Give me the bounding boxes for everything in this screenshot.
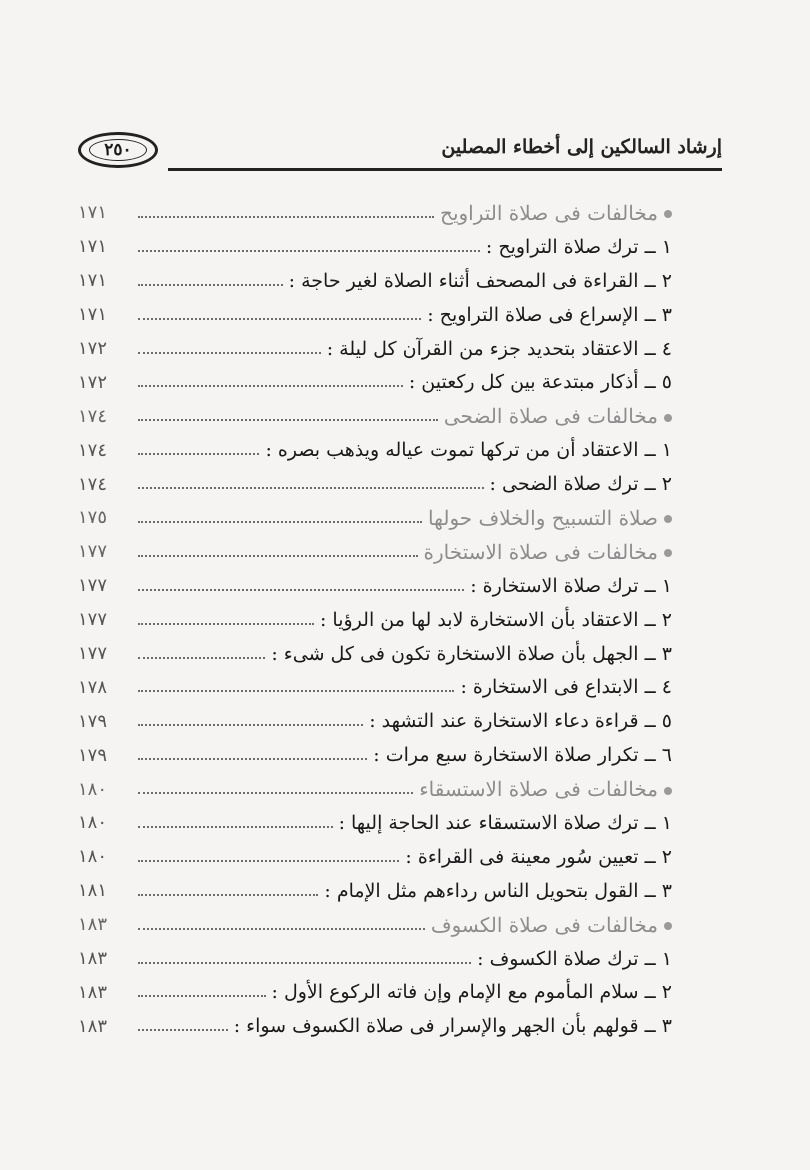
toc-entry-row <box>78 298 672 332</box>
toc-title-text: ١ ــ ترك صلاة الاستسقاء عند الحاجة إليها : <box>338 811 672 834</box>
toc-page-number: ١٨١ <box>78 880 108 902</box>
dot-leader <box>138 690 454 692</box>
toc-entry-row <box>78 569 672 603</box>
bullet-icon <box>664 787 672 795</box>
toc-page-number: ١٧٥ <box>78 507 108 529</box>
toc-section-row <box>78 399 672 433</box>
toc-title-text: ٣ ــ الجهل بأن صلاة الاستخارة تكون فى كل شىء : <box>271 642 672 665</box>
toc-entry-row <box>78 264 672 298</box>
toc-title-text: ٢ ــ تعيين سُور معينة فى القراءة : <box>405 845 672 868</box>
dot-leader <box>138 995 266 997</box>
page-header <box>78 128 722 184</box>
toc-title-text: ٤ ــ الاعتقاد بتحديد جزء من القرآن كل ليلة : <box>326 337 672 360</box>
toc-entry-title <box>405 846 672 868</box>
toc-page-number: ١٨٠ <box>78 812 108 834</box>
toc-section-row <box>78 196 672 230</box>
toc-entry-title <box>477 948 672 970</box>
toc-page-number: ١٧٧ <box>78 609 108 631</box>
toc-entry-title <box>369 710 672 732</box>
table-of-contents <box>78 196 672 1043</box>
toc-page-number: ١٧٧ <box>78 643 108 665</box>
toc-section-row <box>78 908 672 942</box>
toc-title-text: ٥ ــ أذكار مبتدعة بين كل ركعتين : <box>408 371 672 394</box>
toc-entry-title <box>234 1015 672 1037</box>
toc-page-number: ١٧٧ <box>78 541 108 563</box>
toc-page-number: ١٨٣ <box>78 1015 108 1037</box>
toc-entry-title <box>320 609 672 631</box>
toc-page-number: ١٧٢ <box>78 371 108 393</box>
toc-entry-row <box>78 840 672 874</box>
toc-entry-row <box>78 874 672 908</box>
toc-title-text: ٢ ــ ترك صلاة الضحى : <box>489 473 672 496</box>
toc-title-text: ٣ ــ الإسراع فى صلاة التراويح : <box>427 303 672 326</box>
toc-section-row <box>78 772 672 806</box>
toc-page-number: ١٨٣ <box>78 948 108 970</box>
toc-page-number: ١٨٣ <box>78 914 108 936</box>
toc-page-number: ١٧١ <box>78 270 108 292</box>
page-number: ٢٥٠ <box>104 140 132 160</box>
toc-section-title <box>428 506 672 530</box>
toc-entry-title <box>339 812 672 834</box>
toc-page-number: ١٨٠ <box>78 778 108 800</box>
toc-entry-title <box>271 643 672 665</box>
toc-title-text: مخالفات فى صلاة الاستخارة <box>423 539 658 564</box>
toc-entry-title <box>324 880 672 902</box>
toc-title-text: ١ ــ ترك صلاة الاستخارة : <box>470 574 672 597</box>
toc-entry-row <box>78 230 672 264</box>
dot-leader <box>138 623 314 625</box>
toc-entry-row <box>78 637 672 671</box>
bullet-icon <box>664 922 672 930</box>
toc-page-number: ١٧٤ <box>78 405 108 427</box>
toc-section-title <box>419 777 672 801</box>
toc-page-number: ١٨٠ <box>78 846 108 868</box>
toc-entry-title <box>327 338 672 360</box>
toc-title-text: ٣ ــ القول بتحويل الناس رداءهم مثل الإمام : <box>324 879 672 902</box>
toc-title-text: ١ ــ الاعتقاد أن من تركها تموت عياله ويذهب بصره : <box>265 439 672 462</box>
toc-section-title <box>440 201 672 225</box>
toc-entry-row <box>78 942 672 976</box>
dot-leader <box>138 318 421 320</box>
dot-leader <box>138 555 418 557</box>
page-number-badge <box>78 132 158 168</box>
dot-leader <box>138 962 471 964</box>
bullet-icon <box>664 414 672 422</box>
toc-page-number: ١٧١ <box>78 236 108 258</box>
toc-title-text: مخالفات فى صلاة الكسوف <box>430 912 658 937</box>
toc-title-text: ١ ــ ترك صلاة الكسوف : <box>477 947 672 970</box>
toc-entry-title <box>373 744 672 766</box>
toc-entry-title <box>427 304 672 326</box>
toc-entry-row <box>78 433 672 467</box>
toc-page-number: ١٧٤ <box>78 439 108 461</box>
toc-entry-row <box>78 1009 672 1043</box>
dot-leader <box>138 250 480 252</box>
dot-leader <box>138 894 318 896</box>
toc-page-number: ١٧٨ <box>78 676 108 698</box>
dot-leader <box>138 826 333 828</box>
toc-page-number: ١٧٩ <box>78 744 108 766</box>
toc-page-number: ١٧٩ <box>78 710 108 732</box>
dot-leader <box>138 216 434 218</box>
toc-entry-row <box>78 603 672 637</box>
dot-leader <box>138 589 464 591</box>
toc-title-text: ٢ ــ الاعتقاد بأن الاستخارة لابد لها من الرؤيا : <box>319 608 672 631</box>
toc-section-title <box>424 540 672 564</box>
toc-entry-row <box>78 975 672 1009</box>
dot-leader <box>138 928 425 930</box>
toc-title-text: ٦ ــ تكرار صلاة الاستخارة سبع مرات : <box>373 744 672 767</box>
running-title: إرشاد السالكين إلى أخطاء المصلين <box>441 136 722 158</box>
dot-leader <box>138 860 399 862</box>
dot-leader <box>138 419 438 421</box>
toc-title-text: صلاة التسبيح والخلاف حولها <box>428 505 658 530</box>
toc-page-number: ١٧١ <box>78 202 108 224</box>
toc-section-row <box>78 501 672 535</box>
dot-leader <box>138 724 363 726</box>
toc-entry-title <box>272 981 673 1003</box>
bullet-icon <box>664 210 672 218</box>
toc-title-text: ٤ ــ الابتداع فى الاستخارة : <box>460 676 672 699</box>
toc-entry-title <box>460 676 672 698</box>
toc-entry-row <box>78 704 672 738</box>
toc-title-text: ٥ ــ قراءة دعاء الاستخارة عند التشهد : <box>369 710 672 733</box>
dot-leader <box>138 758 367 760</box>
toc-title-text: ١ ــ ترك صلاة التراويح : <box>485 235 672 258</box>
toc-page-number: ١٧٧ <box>78 575 108 597</box>
dot-leader <box>138 1029 228 1031</box>
toc-entry-title <box>490 473 672 495</box>
toc-entry-title <box>409 371 672 393</box>
toc-title-text: ٢ ــ القراءة فى المصحف أثناء الصلاة لغير حاجة : <box>288 269 672 292</box>
toc-entry-title <box>470 575 672 597</box>
toc-title-text: مخالفات فى صلاة الضحى <box>443 404 658 429</box>
toc-title-text: ٢ ــ سلام المأموم مع الإمام وإن فاته الركوع الأول : <box>271 981 672 1004</box>
dot-leader <box>138 792 413 794</box>
toc-page-number: ١٧٢ <box>78 338 108 359</box>
dot-leader <box>138 385 403 387</box>
toc-section-title <box>444 404 672 428</box>
bullet-icon <box>664 549 672 557</box>
toc-title-text: مخالفات فى صلاة التراويح <box>440 200 658 225</box>
dot-leader <box>138 284 283 286</box>
toc-entry-title <box>486 236 672 258</box>
toc-entry-title <box>265 439 672 461</box>
bullet-icon <box>664 515 672 523</box>
toc-page-number: ١٨٣ <box>78 981 108 1003</box>
toc-entry-row <box>78 365 672 399</box>
toc-entry-row <box>78 738 672 772</box>
dot-leader <box>138 657 265 659</box>
toc-entry-row <box>78 670 672 704</box>
dot-leader <box>138 521 422 523</box>
toc-page-number: ١٧٤ <box>78 473 108 495</box>
toc-entry-row <box>78 332 672 366</box>
toc-entry-row <box>78 467 672 501</box>
toc-title-text: مخالفات فى صلاة الاستسقاء <box>419 777 658 802</box>
toc-section-title <box>431 913 672 937</box>
dot-leader <box>138 487 484 489</box>
dot-leader <box>138 352 321 354</box>
toc-title-text: ٣ ــ قولهم بأن الجهر والإسرار فى صلاة الكسوف سواء : <box>233 1015 672 1038</box>
toc-section-row <box>78 535 672 569</box>
toc-entry-row <box>78 806 672 840</box>
toc-page-number: ١٧١ <box>78 304 108 326</box>
header-rule <box>168 168 722 171</box>
toc-entry-title <box>289 270 672 292</box>
dot-leader <box>138 453 259 455</box>
